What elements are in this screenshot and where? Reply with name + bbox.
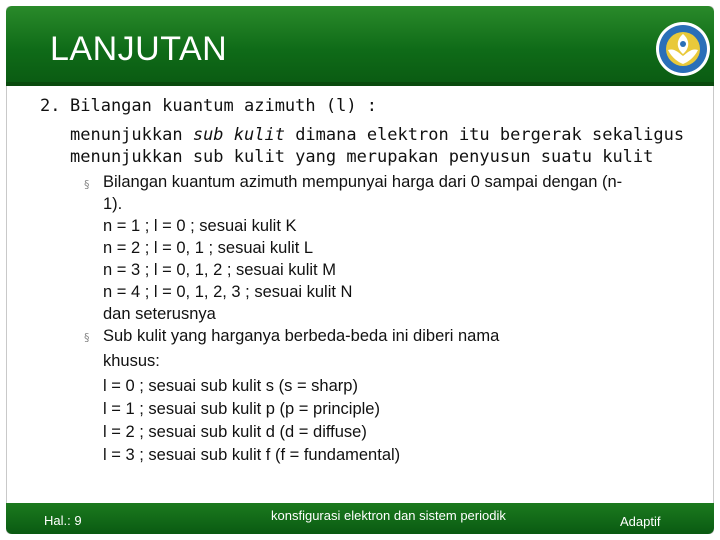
bullet-1-line: n = 3 ; l = 0, 1, 2 ; sesuai kulit M [103,261,336,279]
bullet-2-line: l = 1 ; sesuai sub kulit p (p = principle) [103,400,380,418]
description-line-2: menunjukkan sub kulit yang merupakan penyusun suatu kulit [70,147,654,167]
footer-bar [6,503,714,534]
bullet-1-line: n = 4 ; l = 0, 1, 2, 3 ; sesuai kulit N [103,283,353,301]
tut-wuri-handayani-logo-icon [654,20,712,78]
footer-topic: konsfigurasi elektron dan sistem periodik [271,508,506,523]
bullet-1-line: n = 1 ; l = 0 ; sesuai kulit K [103,217,297,235]
description-emphasis: sub kulit [192,125,285,145]
header-bar [6,6,714,86]
item-heading: Bilangan kuantum azimuth (l) : [70,96,378,116]
bullet-1-line: dan seterusnya [103,305,216,323]
bullet-1-line: Bilangan kuantum azimuth mempunyai harga dari 0 sampai dengan (n- [103,173,623,191]
bullet-2-line: Sub kulit yang harganya berbeda-beda ini diberi nama [103,327,500,345]
bullet-2-line: khusus: [103,352,160,370]
bullet-1-line: 1). [103,195,123,213]
slide-title: LANJUTAN [50,30,228,68]
bullet-marker: § [84,331,90,344]
bullet-2-line: l = 3 ; sesuai sub kulit f (f = fundamental) [103,446,401,464]
description-text: menunjukkan [70,125,193,145]
description-text: dimana elektron itu bergerak sekaligus [284,125,685,145]
bullet-1-line: n = 2 ; l = 0, 1 ; sesuai kulit L [103,239,314,257]
footer-label: Adaptif [620,514,661,529]
description-line-1 [70,125,684,145]
bullet-marker: § [84,178,90,191]
bullet-2-line: l = 2 ; sesuai sub kulit d (d = diffuse) [103,423,367,441]
item-number: 2. [40,96,61,116]
page-number: Hal.: 9 [44,513,82,528]
bullet-2-line: l = 0 ; sesuai sub kulit s (s = sharp) [103,377,358,395]
